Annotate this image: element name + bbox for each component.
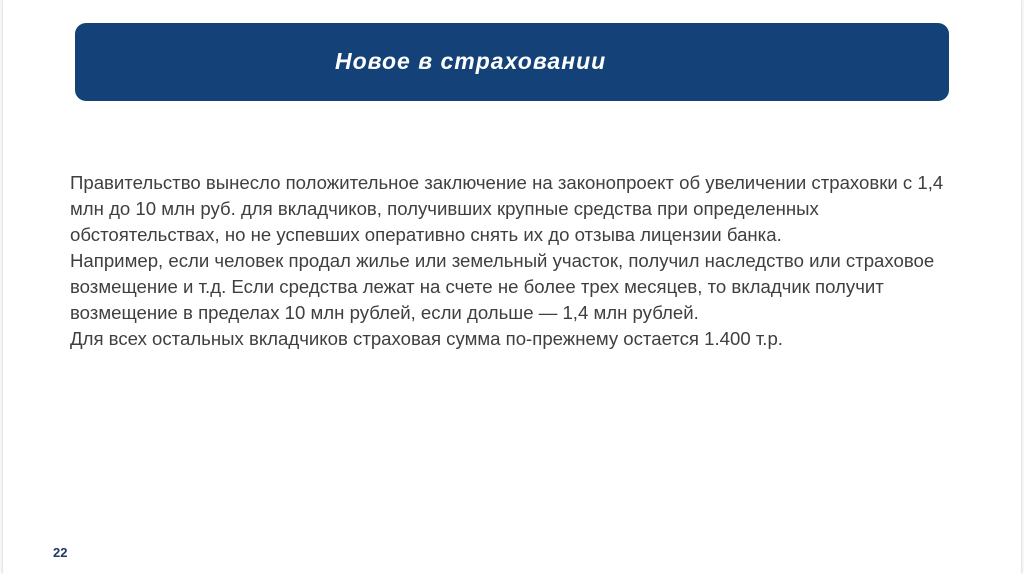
slide-title: Новое в страховании xyxy=(335,47,607,74)
paragraph-government-decision: Правительство вынесло положительное заключение на законопроект об увеличении страховки с 1,4 млн до 10 млн руб. для вкладчиков, получивших крупные средства при определенных обстоятельствах, но не успевших оперативно снять их до отзыва лицензии банка. xyxy=(70,172,944,245)
paragraph-other-depositors: Для всех остальных вкладчиков страховая сумма по-прежнему остается 1.400 т.р. xyxy=(70,328,783,349)
title-banner xyxy=(75,23,949,101)
slide xyxy=(3,0,1021,574)
paragraph-example: Например, если человек продал жилье или земельный участок, получил наследство или страховое возмещение и т.д. Если средства лежат на счете не более трех месяцев, то вкладчик получит возмещение в пределах 10 млн рублей, если дольше — 1,4 млн рублей. xyxy=(70,250,935,323)
page-number: 22 xyxy=(53,545,68,560)
slide-body xyxy=(70,170,970,352)
